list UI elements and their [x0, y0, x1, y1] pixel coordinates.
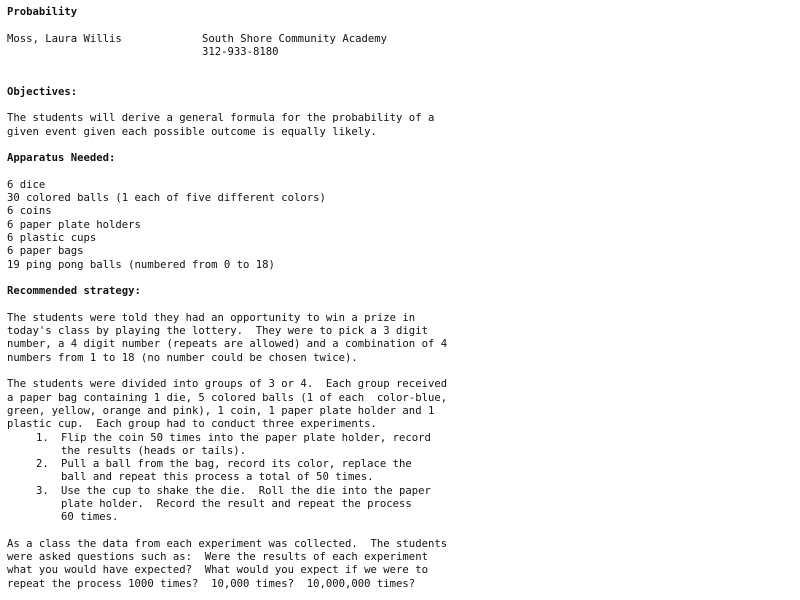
document — [7, 6, 793, 591]
objectives-line: The students will derive a general formula for the probability of a — [7, 112, 435, 125]
step-number: 1. — [36, 431, 49, 444]
strategy-para1-line: The students were told they had an opportunity to win a prize in — [7, 311, 416, 324]
strategy-para2-line: plastic cup. Each group had to conduct three experiments. — [7, 418, 377, 431]
step-line: Pull a ball from the bag, record its color, replace the — [61, 458, 412, 471]
spacer — [7, 19, 793, 32]
step-line: plate holder. Record the result and repeat the process — [61, 497, 412, 510]
spacer — [7, 299, 793, 312]
strategy-para3-line: As a class the data from each experiment was collected. The students — [7, 537, 448, 550]
spacer — [7, 99, 793, 112]
step-item — [7, 485, 793, 498]
spacer — [7, 525, 793, 538]
strategy-para3-line: repeat the process 1000 times? 10,000 times? 10,000,000 times? — [7, 577, 416, 590]
strategy-heading: Recommended strategy: — [7, 285, 141, 298]
phone-number: 312-933-8180 — [202, 45, 279, 58]
step-item — [7, 432, 793, 445]
strategy-para2-line: a paper bag containing 1 die, 5 colored balls (1 of each color-blue, — [7, 391, 448, 404]
strategy-para2-line: The students were divided into groups of 3 or 4. Each group received — [7, 378, 448, 391]
step-line: Flip the coin 50 times into the paper plate holder, record — [61, 431, 431, 444]
strategy-para2-line: green, yellow, orange and pink), 1 coin, 1 paper plate holder and 1 — [7, 404, 435, 417]
school-name: South Shore Community Academy — [202, 32, 387, 45]
apparatus-item: 19 ping pong balls (numbered from 0 to 18) — [7, 258, 275, 271]
document-title: Probability — [7, 6, 78, 18]
strategy-para3-line: what you would have expected? What would you expect if we were to — [7, 564, 428, 577]
objectives-line: given event given each possible outcome is equally likely. — [7, 125, 377, 138]
strategy-para3-line: were asked questions such as: Were the results of each experiment — [7, 551, 428, 564]
spacer — [7, 139, 793, 152]
apparatus-item: 6 plastic cups — [7, 232, 97, 245]
spacer — [7, 166, 793, 179]
author-name: Moss, Laura Willis — [7, 32, 122, 45]
strategy-para1-line: number, a 4 digit number (repeats are allowed) and a combination of 4 — [7, 338, 448, 351]
author-row — [7, 33, 793, 46]
apparatus-item: 6 coins — [7, 205, 52, 218]
step-line: the results (heads or tails). — [61, 444, 246, 457]
apparatus-item: 30 colored balls (1 each of five different colors) — [7, 192, 326, 205]
apparatus-item: 6 paper plate holders — [7, 218, 141, 231]
strategy-para1-line: today's class by playing the lottery. They were to pick a 3 digit — [7, 325, 428, 338]
apparatus-heading: Apparatus Needed: — [7, 152, 116, 165]
spacer — [7, 59, 793, 72]
spacer — [7, 272, 793, 285]
step-item — [7, 458, 793, 471]
objectives-heading: Objectives: — [7, 85, 78, 98]
step-number: 2. — [36, 458, 49, 471]
apparatus-item: 6 dice — [7, 178, 46, 191]
step-line: ball and repeat this process a total of 50 times. — [61, 471, 374, 484]
apparatus-item: 6 paper bags — [7, 245, 84, 258]
step-number: 3. — [36, 484, 49, 497]
strategy-para1-line: numbers from 1 to 18 (no number could be chosen twice). — [7, 351, 358, 364]
spacer — [7, 72, 793, 85]
phone-spacer — [7, 46, 202, 59]
spacer — [7, 365, 793, 378]
step-line: Use the cup to shake the die. Roll the die into the paper — [61, 484, 431, 497]
phone-row — [7, 46, 793, 59]
step-line: 60 times. — [61, 511, 119, 524]
